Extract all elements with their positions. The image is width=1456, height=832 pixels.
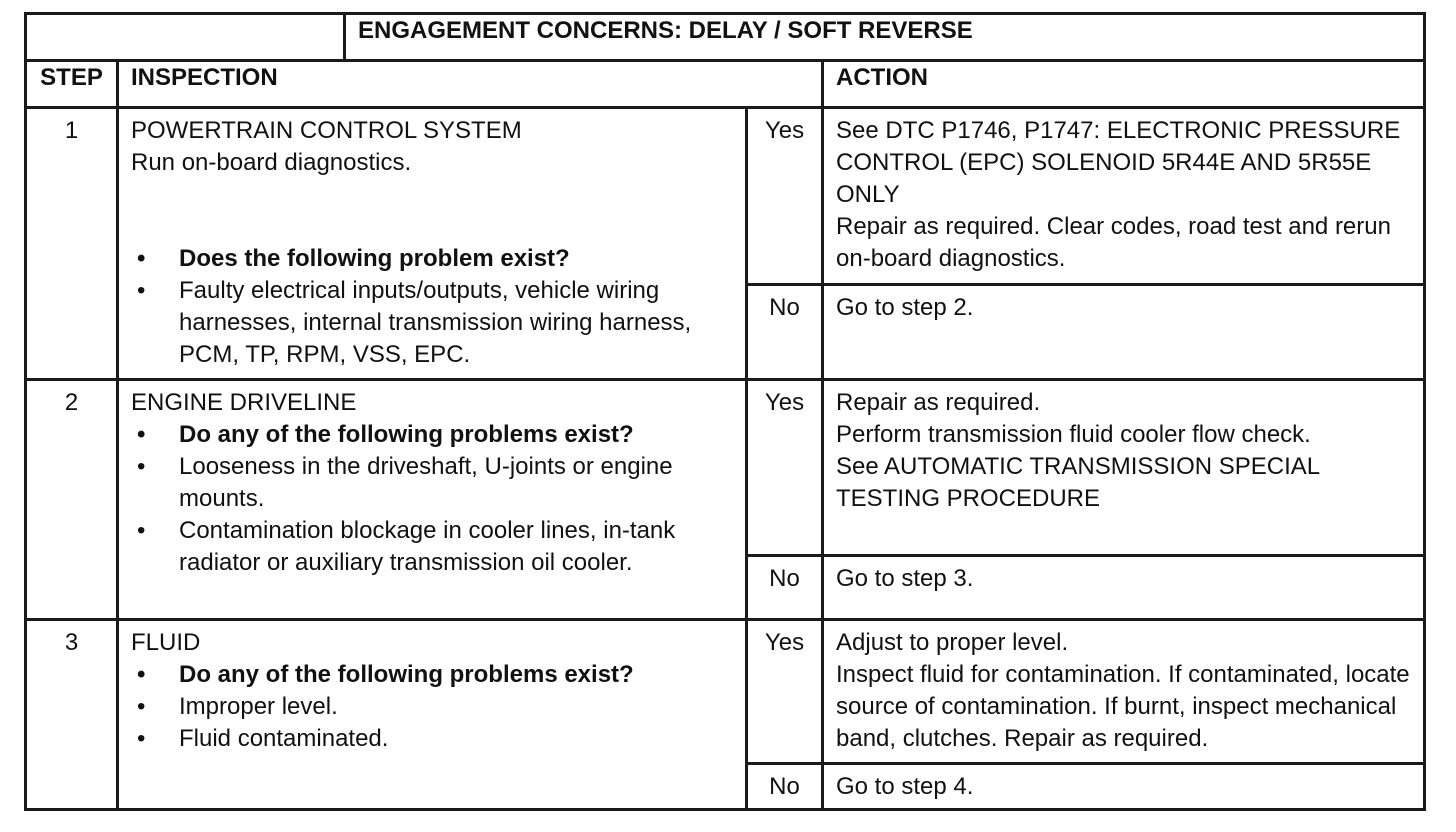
step-1-bullets xyxy=(131,243,735,371)
header-action: ACTION xyxy=(823,61,1425,108)
no-label: No xyxy=(747,556,823,620)
action-line: See DTC P1746, P1747: ELECTRONIC PRESSURE CONTROL (EPC) SOLENOID 5R44E AND 5R55E ONLY xyxy=(836,117,1401,208)
step-subheading: Run on-board diagnostics. xyxy=(131,149,412,176)
header-row xyxy=(26,61,1425,108)
yes-label: Yes xyxy=(747,108,823,285)
action-line: Adjust to proper level. xyxy=(836,629,1069,656)
table-title: ENGAGEMENT CONCERNS: DELAY / SOFT REVERSE xyxy=(345,14,1425,61)
step-question: • Do any of the following problems exist? xyxy=(131,419,735,451)
action-line: See AUTOMATIC TRANSMISSION SPECIAL TESTING PROCEDURE xyxy=(836,453,1320,512)
step-3-yes-row xyxy=(26,620,1425,764)
step-1-no-action: Go to step 2. xyxy=(823,285,1425,380)
no-label: No xyxy=(747,285,823,380)
step-2-no-action: Go to step 3. xyxy=(823,556,1425,620)
yes-label: Yes xyxy=(747,620,823,764)
step-3-no-action: Go to step 4. xyxy=(823,764,1425,810)
spacer xyxy=(131,179,735,243)
title-row xyxy=(26,14,1425,61)
step-3-yes-action xyxy=(823,620,1425,764)
step-2-bullets xyxy=(131,419,735,579)
step-question: • Do any of the following problems exist? xyxy=(131,659,735,691)
step-2-inspection xyxy=(118,380,747,620)
action-line: Repair as required. xyxy=(836,389,1041,416)
step-2-yes-action xyxy=(823,380,1425,556)
yes-label: Yes xyxy=(747,380,823,556)
step-heading: POWERTRAIN CONTROL SYSTEM xyxy=(131,117,522,144)
step-item: • Looseness in the driveshaft, U-joints or engine mounts. xyxy=(131,451,735,515)
step-question: • Does the following problem exist? xyxy=(131,243,735,275)
action-line: Perform transmission fluid cooler flow check. xyxy=(836,421,1311,448)
step-1-yes-action xyxy=(823,108,1425,285)
step-number: 3 xyxy=(26,620,118,810)
step-3-inspection xyxy=(118,620,747,810)
step-item: • Improper level. xyxy=(131,691,735,723)
step-2-yes-row xyxy=(26,380,1425,556)
step-heading: FLUID xyxy=(131,629,201,656)
step-heading: ENGINE DRIVELINE xyxy=(131,389,357,416)
header-step: STEP xyxy=(26,61,118,108)
step-3-bullets xyxy=(131,659,735,755)
diagnostic-table xyxy=(24,12,1426,811)
action-line: Inspect fluid for contamination. If contaminated, locate source of contamination. If burnt, inspect mechanical band, clutches. Repair as required. xyxy=(836,661,1410,752)
step-number: 2 xyxy=(26,380,118,620)
step-1-inspection xyxy=(118,108,747,380)
step-number: 1 xyxy=(26,108,118,380)
title-blank-cell xyxy=(26,14,345,61)
no-label: No xyxy=(747,764,823,810)
step-item: • Fluid contaminated. xyxy=(131,723,735,755)
action-line: Repair as required. Clear codes, road test and rerun on-board diagnostics. xyxy=(836,213,1391,272)
step-item: • Faulty electrical inputs/outputs, vehicle wiring harnesses, internal transmission wiring harness, PCM, TP, RPM, VSS, EPC. xyxy=(131,275,735,371)
step-item: • Contamination blockage in cooler lines, in-tank radiator or auxiliary transmission oil cooler. xyxy=(131,515,735,579)
step-1-yes-row xyxy=(26,108,1425,285)
header-inspection: INSPECTION xyxy=(118,61,823,108)
